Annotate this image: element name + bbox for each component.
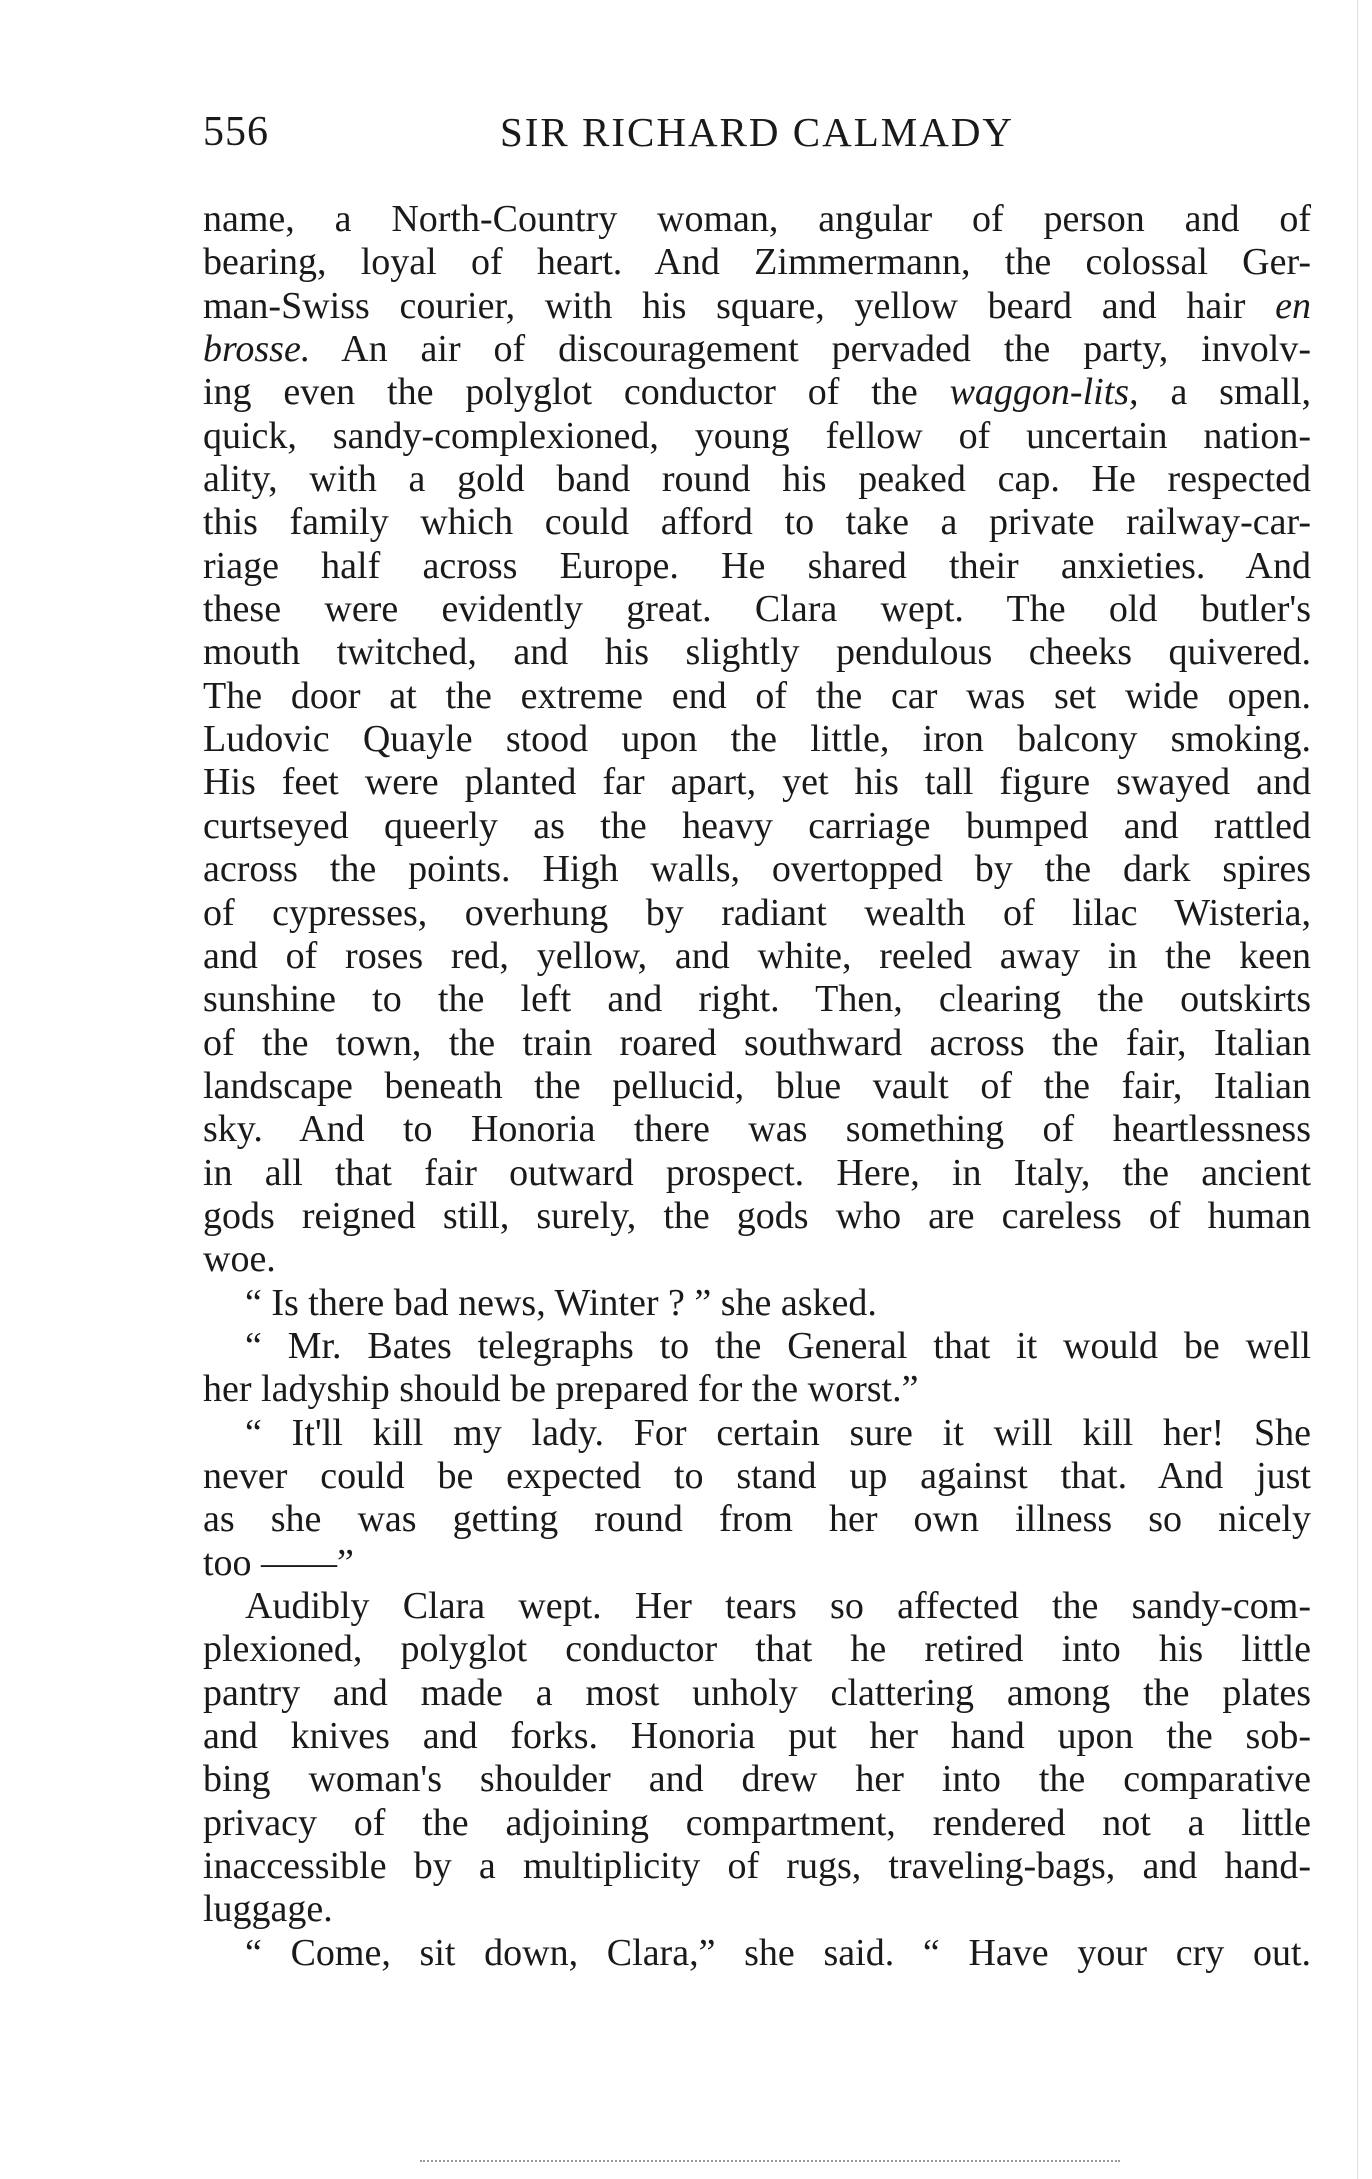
text-segment: An air of discouragement pervaded the party, involv-	[341, 328, 1312, 371]
text-segment: man-Swiss courier, with his square, yellow beard and hair	[203, 284, 1246, 327]
text-line: luggage.	[203, 1888, 333, 1931]
text-line: never could be expected to stand up against that. And just	[203, 1454, 1311, 1497]
text-line: riage half across Europe. He shared their anxieties. And	[203, 544, 1311, 587]
text-line: her ladyship should be prepared for the worst.”	[203, 1368, 919, 1411]
text-line: Ludovic Quayle stood upon the little, iron balcony smoking.	[203, 718, 1311, 761]
italic-phrase: brosse.	[203, 328, 311, 371]
text-line: these were evidently great. Clara wept. The old butler's	[203, 588, 1311, 631]
text-line: His feet were planted far apart, yet his tall figure swayed and	[203, 761, 1311, 804]
text-line: pantry and made a most unholy clattering among the plates	[203, 1671, 1311, 1714]
text-line: sunshine to the left and right. Then, clearing the outskirts	[203, 978, 1311, 1021]
text-line: in all that fair outward prospect. Here, in Italy, the ancient	[203, 1151, 1311, 1194]
text-line: of the town, the train roared southward across the fair, Italian	[203, 1021, 1311, 1064]
page-number: 556	[203, 109, 269, 155]
text-line: “ It'll kill my lady. For certain sure it will kill her! She	[245, 1411, 1311, 1454]
text-line: woe.	[203, 1238, 276, 1281]
text-line: and knives and forks. Honoria put her hand upon the sob-	[203, 1715, 1311, 1758]
text-line: as she was getting round from her own illness so nicely	[203, 1498, 1311, 1541]
text-line: too ——”	[203, 1541, 354, 1584]
text-line: privacy of the adjoining compartment, rendered not a little	[203, 1801, 1311, 1844]
text-line: “ Mr. Bates telegraphs to the General that it would be well	[245, 1324, 1311, 1367]
italic-phrase: en	[1275, 284, 1312, 327]
text-line: ality, with a gold band round his peaked cap. He respected	[203, 458, 1311, 501]
running-title: SIR RICHARD CALMADY	[499, 109, 1015, 155]
text-line: of cypresses, overhung by radiant wealth of lilac Wisteria,	[203, 891, 1311, 934]
text-line: landscape beneath the pellucid, blue vault of the fair, Italian	[203, 1064, 1311, 1107]
text-line	[203, 285, 1311, 328]
text-segment: ing even the polyglot conductor of the	[203, 371, 918, 414]
text-line: sky. And to Honoria there was something of heartlessness	[203, 1108, 1311, 1151]
body-text	[203, 198, 1311, 1975]
italic-phrase: waggon-lits,	[949, 371, 1139, 414]
text-line: plexioned, polyglot conductor that he retired into his little	[203, 1628, 1311, 1671]
text-line: across the points. High walls, overtopped by the dark spires	[203, 848, 1311, 891]
bottom-rule	[420, 2160, 1120, 2162]
text-line: bearing, loyal of heart. And Zimmermann, the colossal Ger-	[203, 241, 1311, 284]
text-line	[203, 371, 1311, 414]
text-line: mouth twitched, and his slightly pendulous cheeks quivered.	[203, 631, 1311, 674]
text-line: name, a North-Country woman, angular of person and of	[203, 198, 1311, 240]
text-line	[203, 328, 1311, 371]
text-line: curtseyed queerly as the heavy carriage bumped and rattled	[203, 804, 1311, 847]
text-line: this family which could afford to take a private railway-car-	[203, 501, 1311, 544]
page-header	[203, 102, 1311, 162]
text-line: bing woman's shoulder and drew her into the comparative	[203, 1758, 1311, 1801]
text-segment: a small,	[1170, 371, 1312, 414]
text-line: gods reigned still, surely, the gods who are careless of human	[203, 1194, 1311, 1237]
text-line: inaccessible by a multiplicity of rugs, traveling-bags, and hand-	[203, 1845, 1311, 1888]
text-line: Audibly Clara wept. Her tears so affected the sandy-com-	[245, 1585, 1311, 1627]
text-line: “ Come, sit down, Clara,” she said. “ Have your cry out.	[245, 1931, 1311, 1974]
text-line: The door at the extreme end of the car was set wide open.	[203, 674, 1311, 717]
text-line: “ Is there bad news, Winter ? ” she asked.	[245, 1281, 877, 1324]
text-line: and of roses red, yellow, and white, reeled away in the keen	[203, 934, 1311, 977]
text-line: quick, sandy-complexioned, young fellow of uncertain nation-	[203, 414, 1311, 457]
page-edge	[1357, 0, 1358, 2179]
